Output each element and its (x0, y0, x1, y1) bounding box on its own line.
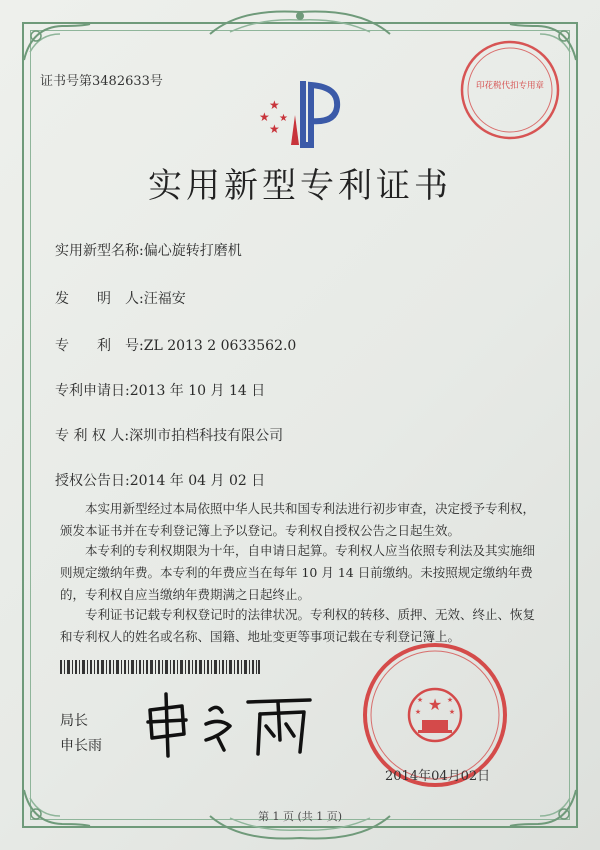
svg-text:★: ★ (446, 696, 454, 704)
field-row-grant-date (55, 470, 265, 490)
svg-text:★: ★ (269, 98, 280, 112)
svg-text:★: ★ (414, 708, 422, 716)
body-paragraph-2: 本专利的专利权期限为十年，自申请日起算。专利权人应当依照专利法及其实施细则规定缴纳年费。本专利的年费应当在每年 10 月 14 日前缴纳。未按照规定缴纳年费的，专利权自应当缴纳年费期满之日起终止。 (60, 543, 536, 602)
body-paragraph-1: 本实用新型经过本局依照中华人民共和国专利法进行初步审查，决定授予专利权，颁发本证书并在专利登记簿上予以登记。专利权自授权公告之日起生效。 (60, 501, 536, 538)
field-value: ZL 2013 2 0633562.0 (143, 338, 297, 354)
field-row-name (55, 240, 242, 260)
certificate-number (40, 70, 163, 89)
page-number: 第 1 页 (共 1 页) (257, 810, 343, 823)
svg-text:★: ★ (427, 695, 443, 714)
tax-stamp (458, 38, 563, 143)
field-row-patentee (55, 425, 283, 445)
svg-text:★: ★ (269, 122, 280, 136)
field-value: 汪福安 (143, 291, 186, 307)
field-label: 专 利 权 人: (55, 428, 130, 444)
sipo-logo (255, 75, 350, 150)
barcode (60, 660, 260, 674)
page-title: 实用新型专利证书 (148, 166, 452, 206)
field-label: 专 利 号: (55, 338, 144, 354)
director-signature (140, 690, 320, 760)
field-value: 深圳市拍档科技有限公司 (129, 428, 284, 444)
certificate-number-suffix: 号 (149, 74, 163, 89)
seal-date: 2014年04月02日 (385, 769, 491, 784)
svg-text:★: ★ (448, 708, 456, 716)
body-paragraph-3: 专利证书记载专利权登记时的法律状况。专利权的转移、质押、无效、终止、恢复和专利权人的姓名或名称、国籍、地址变更等事项记载在专利登记簿上。 (60, 607, 536, 644)
field-label: 授权公告日: (55, 473, 130, 489)
certificate-number-label: 证书号第 (40, 74, 93, 89)
top-scroll-ornament (200, 6, 400, 40)
director-name: 申长雨 (60, 738, 102, 754)
field-value: 偏心旋转打磨机 (143, 243, 242, 259)
field-row-patent-number (55, 335, 296, 355)
field-label: 专利申请日: (55, 383, 130, 399)
svg-text:★: ★ (259, 110, 270, 124)
field-label: 发 明 人: (55, 291, 144, 307)
certificate-number-value: 3482633 (92, 74, 150, 89)
field-value: 2013 年 10 月 14 日 (129, 383, 266, 399)
field-label: 实用新型名称: (55, 243, 144, 259)
tax-stamp-sub: 印花税代扣专用章 (475, 81, 545, 91)
field-row-application-date (55, 380, 265, 400)
svg-text:★: ★ (279, 113, 288, 124)
field-value: 2014 年 04 月 02 日 (129, 473, 266, 489)
director-title: 局长 (60, 713, 88, 729)
svg-text:★: ★ (416, 696, 424, 704)
corner-ornament-top-left (22, 22, 92, 62)
field-row-inventor (55, 288, 186, 308)
